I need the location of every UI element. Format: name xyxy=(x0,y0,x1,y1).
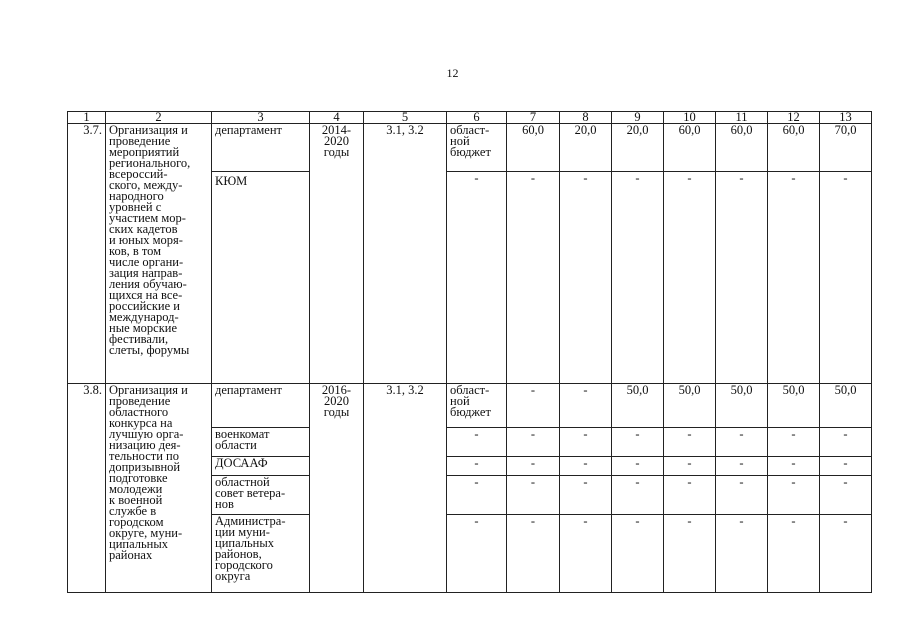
value-cell: - xyxy=(768,172,820,384)
value-cell: - xyxy=(560,428,612,457)
text-line: мероприятий xyxy=(109,145,180,159)
text-line: городском xyxy=(109,515,164,529)
value-cell: 60,0 xyxy=(664,124,716,172)
text-line: лучшую орга- xyxy=(109,427,184,441)
page-number: 12 xyxy=(446,66,459,80)
activity-name xyxy=(106,384,212,593)
text-line: уровней с xyxy=(109,200,162,214)
text-line: районов, xyxy=(215,547,262,561)
text-line: ные морские xyxy=(109,321,178,335)
text-line: допризывной xyxy=(109,460,181,474)
text-line: - xyxy=(474,475,479,489)
text-line: российские и xyxy=(109,299,180,313)
value-cell: - xyxy=(507,428,560,457)
value-cell: - xyxy=(560,476,612,515)
text-line: ского, между- xyxy=(109,178,183,192)
tasks-cell: 3.1, 3.2 xyxy=(364,124,447,384)
text-line: службе в xyxy=(109,504,157,518)
value-cell: 50,0 xyxy=(612,384,664,428)
text-line: областной xyxy=(215,475,270,489)
text-line: ков, в том xyxy=(109,244,162,258)
text-line: международ- xyxy=(109,310,179,324)
value-cell: - xyxy=(507,384,560,428)
header-cell-10: 10 xyxy=(664,112,716,124)
funding-source xyxy=(447,124,507,172)
text-line: области xyxy=(215,438,257,452)
text-line: бюджет xyxy=(450,145,491,159)
value-cell: 50,0 xyxy=(768,384,820,428)
row-number: 3.8. xyxy=(68,384,106,593)
text-line: фестивали, xyxy=(109,332,169,346)
executor-cell: КЮМ xyxy=(212,172,310,384)
text-line: годы xyxy=(323,405,350,419)
value-cell: 50,0 xyxy=(716,384,768,428)
text-line: проведение xyxy=(109,134,171,148)
value-cell: - xyxy=(716,457,768,476)
program-table xyxy=(67,111,872,593)
text-line: военкомат xyxy=(215,427,270,441)
text-line: Организация и xyxy=(109,383,188,397)
value-cell: 60,0 xyxy=(716,124,768,172)
header-cell-4: 4 xyxy=(310,112,364,124)
text-line: областного xyxy=(109,405,169,419)
funding-source xyxy=(447,384,507,428)
text-line: низацию дея- xyxy=(109,438,181,452)
text-line: к военной xyxy=(109,493,163,507)
value-cell: - xyxy=(612,172,664,384)
executor-cell: департамент xyxy=(212,124,310,172)
text-line: - xyxy=(474,427,479,441)
text-line: - xyxy=(474,171,479,185)
value-cell: - xyxy=(716,476,768,515)
header-cell-11: 11 xyxy=(716,112,768,124)
value-cell: 50,0 xyxy=(820,384,872,428)
funding-source xyxy=(447,457,507,476)
executor-cell xyxy=(212,384,310,428)
value-cell: - xyxy=(716,428,768,457)
text-line: ских кадетов xyxy=(109,222,178,236)
text-line: 2016- xyxy=(321,383,352,397)
activity-name xyxy=(106,124,212,384)
value-cell: - xyxy=(664,457,716,476)
value-cell: - xyxy=(664,476,716,515)
text-line: молодежи xyxy=(109,482,163,496)
header-cell-2: 2 xyxy=(106,112,212,124)
value-cell: - xyxy=(612,457,664,476)
text-line: 2020 xyxy=(324,134,349,148)
text-line: городского xyxy=(215,558,273,572)
table-row xyxy=(68,384,872,428)
value-cell: - xyxy=(664,172,716,384)
executor-cell xyxy=(212,428,310,457)
tasks-cell: 3.1, 3.2 xyxy=(364,384,447,593)
value-cell: - xyxy=(820,172,872,384)
value-cell: - xyxy=(560,384,612,428)
text-line: Администра- xyxy=(215,514,286,528)
period-cell xyxy=(310,124,364,384)
text-line: округа xyxy=(215,569,251,583)
text-line: ципальных xyxy=(215,536,275,550)
value-cell: - xyxy=(664,428,716,457)
value-cell: - xyxy=(507,515,560,593)
text-line: Организация и xyxy=(109,123,188,137)
text-line: совет ветера- xyxy=(215,486,286,500)
value-cell: - xyxy=(716,172,768,384)
text-line: ципальных xyxy=(109,537,169,551)
table-row xyxy=(68,124,872,172)
value-cell: 20,0 xyxy=(560,124,612,172)
funding-source xyxy=(447,515,507,593)
header-cell-13: 13 xyxy=(820,112,872,124)
value-cell: 60,0 xyxy=(507,124,560,172)
value-cell: - xyxy=(664,515,716,593)
header-cell-5: 5 xyxy=(364,112,447,124)
header-cell-6: 6 xyxy=(447,112,507,124)
text-line: годы xyxy=(323,145,350,159)
value-cell: - xyxy=(768,515,820,593)
value-cell: - xyxy=(820,428,872,457)
text-line: народного xyxy=(109,189,164,203)
text-line: ции муни- xyxy=(215,525,270,539)
value-cell: 20,0 xyxy=(612,124,664,172)
text-line: регионального, xyxy=(109,156,191,170)
header-cell-3: 3 xyxy=(212,112,310,124)
executor-cell xyxy=(212,457,310,476)
funding-source xyxy=(447,172,507,384)
text-line: департамент xyxy=(215,383,283,397)
value-cell: - xyxy=(560,172,612,384)
text-line: всероссий- xyxy=(109,167,168,181)
header-cell-1: 1 xyxy=(68,112,106,124)
text-line: ной xyxy=(450,394,470,408)
text-line: област- xyxy=(450,123,490,137)
text-line: ДОСААФ xyxy=(215,456,268,470)
text-line: ной xyxy=(450,134,470,148)
header-cell-12: 12 xyxy=(768,112,820,124)
header-cell-8: 8 xyxy=(560,112,612,124)
text-line: и юных моря- xyxy=(109,233,183,247)
value-cell: - xyxy=(820,476,872,515)
value-cell: - xyxy=(820,457,872,476)
value-cell: - xyxy=(768,428,820,457)
text-line: конкурса на xyxy=(109,416,173,430)
text-line: числе органи- xyxy=(109,255,184,269)
value-cell: - xyxy=(507,476,560,515)
value-cell: 70,0 xyxy=(820,124,872,172)
text-line: подготовке xyxy=(109,471,168,485)
text-line: - xyxy=(474,514,479,528)
value-cell: - xyxy=(560,457,612,476)
text-line: 2020 xyxy=(324,394,349,408)
text-line: районах xyxy=(109,548,153,562)
value-cell: - xyxy=(768,457,820,476)
value-cell: - xyxy=(507,172,560,384)
row-number: 3.7. xyxy=(68,124,106,384)
text-line: округе, муни- xyxy=(109,526,183,540)
header-cell-7: 7 xyxy=(507,112,560,124)
text-line: зация направ- xyxy=(109,266,183,280)
value-cell: 50,0 xyxy=(664,384,716,428)
value-cell: - xyxy=(612,476,664,515)
text-line: бюджет xyxy=(450,405,491,419)
executor-cell xyxy=(212,515,310,593)
period-cell xyxy=(310,384,364,593)
text-line: проведение xyxy=(109,394,171,408)
value-cell: - xyxy=(612,515,664,593)
value-cell: 60,0 xyxy=(768,124,820,172)
header-row xyxy=(68,112,872,124)
value-cell: - xyxy=(820,515,872,593)
text-line: тельности по xyxy=(109,449,179,463)
value-cell: - xyxy=(768,476,820,515)
value-cell: - xyxy=(716,515,768,593)
text-line: нов xyxy=(215,497,234,511)
text-line: 2014- xyxy=(321,123,352,137)
text-line: ления обучаю- xyxy=(109,277,187,291)
funding-source xyxy=(447,476,507,515)
header-cell-9: 9 xyxy=(612,112,664,124)
text-line: участием мор- xyxy=(109,211,186,225)
value-cell: - xyxy=(560,515,612,593)
text-line: щихся на все- xyxy=(109,288,183,302)
text-line: слеты, форумы xyxy=(109,343,190,357)
executor-cell xyxy=(212,476,310,515)
value-cell: - xyxy=(507,457,560,476)
funding-source xyxy=(447,428,507,457)
text-line: - xyxy=(474,456,479,470)
text-line: област- xyxy=(450,383,490,397)
value-cell: - xyxy=(612,428,664,457)
